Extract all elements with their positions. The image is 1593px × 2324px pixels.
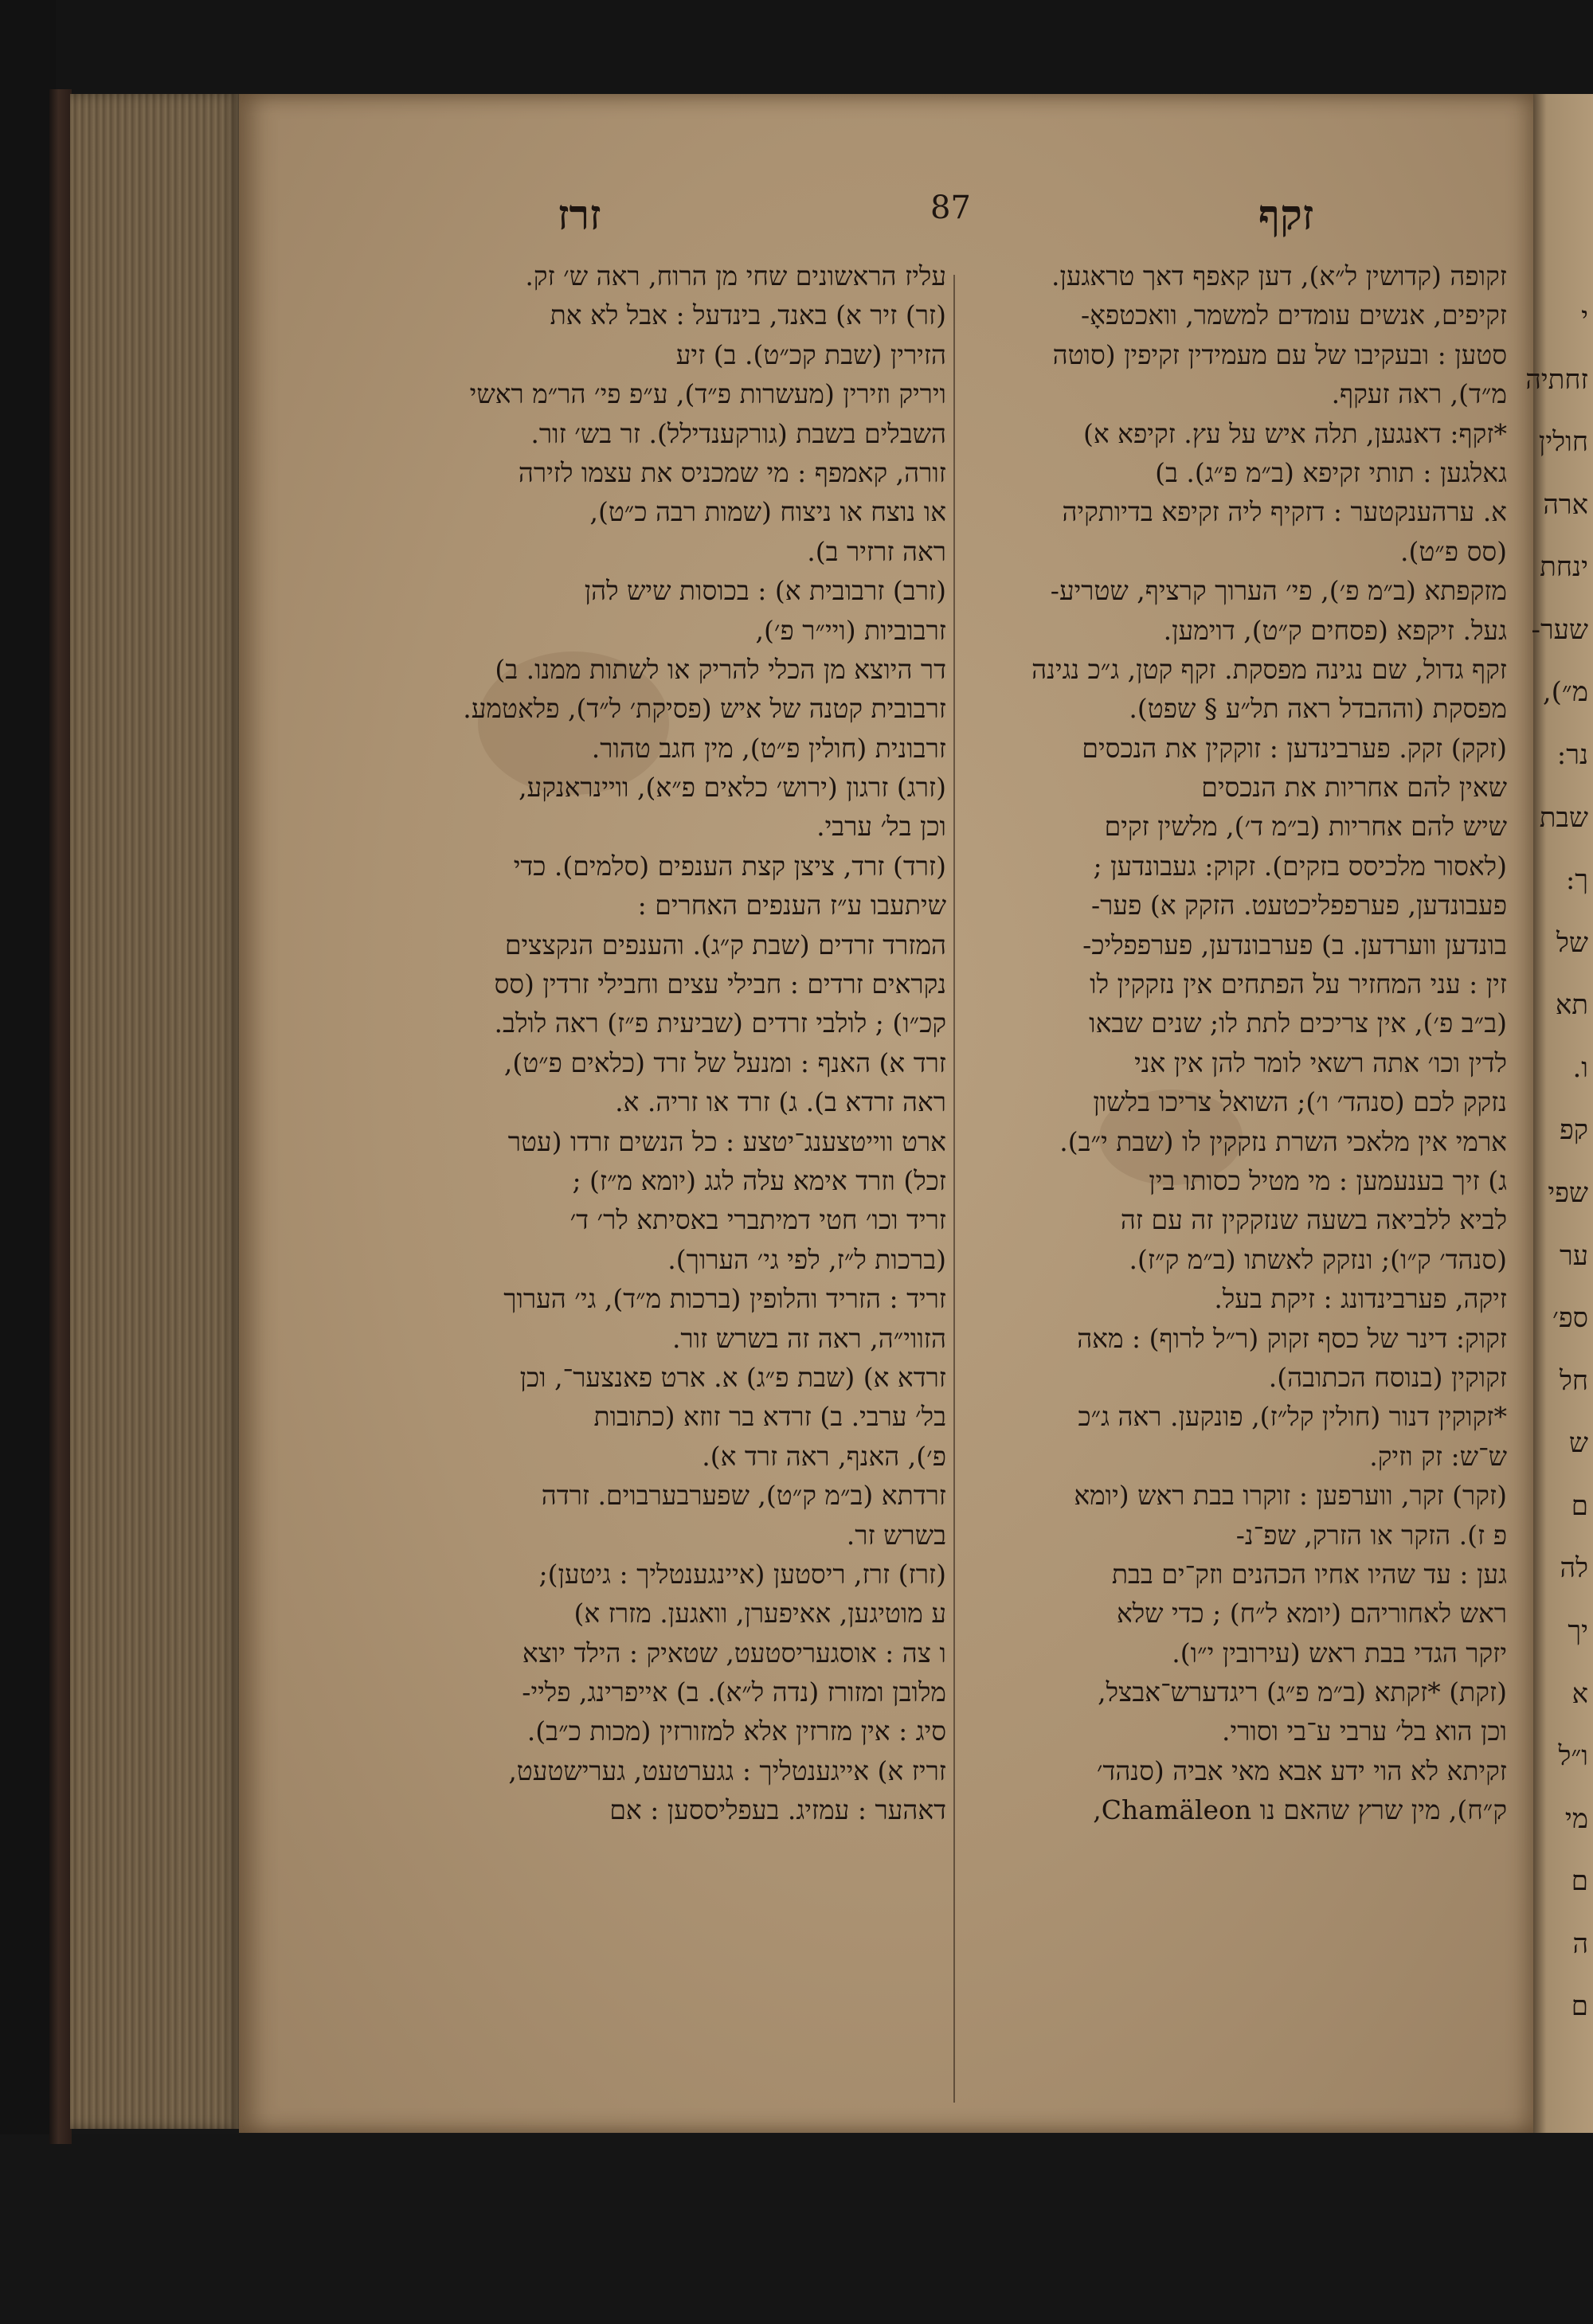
text-line: סיג : אין מזרזין אלא למזורזין (מכות כ״ב). [526, 1716, 946, 1747]
text-line: ויריק וזירין (מעשרות פ״ד), ע״פ פי׳ הר״מ ראשי [469, 378, 946, 410]
text-line: שיתעבו ע״ז הענפים האחרים : [637, 890, 946, 921]
text-line: מ״ד), ראה זעקף. [1331, 378, 1507, 410]
next-page-fragment: ינחת [1540, 551, 1588, 584]
text-line: זרבובית קטנה של איש (פסיקת׳ ל״ד), פלאטמע. [463, 693, 946, 725]
text-line: (ברכות ל״ז, לפי גי׳ הערוך). [667, 1243, 946, 1275]
left-column [397, 256, 946, 1830]
text-line: ארט ווייטצענג־יטצע : כל הנשים זרדו (עטר [507, 1125, 946, 1157]
next-page-fragment: ם [1571, 1489, 1588, 1522]
background-left [0, 0, 56, 2324]
text-line: ע מוטיגען, אאיפערן, וואגען. מזרז א) [573, 1598, 946, 1630]
text-line: זרדא א) (שבת פ״ג) א. ארט פאנצער־, וכן [519, 1361, 946, 1393]
next-page-fragment: שפי [1548, 1177, 1588, 1209]
text-line: ארמי אין מלאכי השרת נזקקין לו (שבת י״ב). [1059, 1125, 1507, 1157]
text-line: (ב״ב פ׳), אין צריכים לתת לו; שנים שבאו [1089, 1007, 1507, 1039]
text-line: או נוצח או ניצוח (שמות רבה כ״ט), [589, 496, 946, 528]
text-line: זרבוביות (ויי״ר פ׳), [755, 614, 946, 646]
text-line: המזרד זרדים (שבת ק״ג). והענפים הנקצצים [504, 929, 946, 961]
text-line: השבלים בשבת (גורקענדילל). זר בש׳ זור. [530, 417, 946, 449]
running-head-left: זרז [558, 191, 601, 240]
text-line: גען : עד שהיו אחיו הכהנים וזק־ים בבת [1111, 1558, 1507, 1590]
text-line: (סנהד׳ ק״ו); ונזקק לאשתו (ב״מ ק״ז). [1129, 1243, 1507, 1275]
text-line: זקיתא לא הוי ידע אבא מאי אביה (סנהד׳ [1096, 1755, 1507, 1786]
next-page-fragment: ארה [1543, 488, 1588, 521]
next-page-fragment: חולין [1538, 426, 1588, 459]
text-line: מזקפתא (ב״מ פ׳), פי׳ הערוך קרציף, שטריע- [1050, 575, 1507, 607]
text-line: (זקק) זקק. פערבינדען : זוקקין את הנכסים [1082, 732, 1507, 764]
text-line: בל׳ ערבי. ב) זרדא בר זוזא (כתובות [593, 1401, 946, 1433]
text-line: (זרב) זרבובית א) : בכוסות שיש להן [584, 575, 946, 607]
next-page-fragment: ם [1571, 1990, 1588, 2023]
column-divider [953, 275, 955, 2103]
text-line: ראש לאחוריהם (יומא ל״ח) ; כדי שלא [1116, 1598, 1507, 1630]
text-line: ש־ש: זק וזיק. [1369, 1440, 1507, 1472]
text-line: קכ״ו) ; לולבי זרדים (שביעית פ״ז) ראה לולב. [494, 1007, 946, 1039]
text-line: נזקק לכם (סנהד׳ ו׳); השואל צריכו בלשון [1093, 1086, 1507, 1118]
text-line: עליז הראשונים שחי מן הרוח, ראה ש׳ זק. [525, 260, 946, 291]
text-line: (זרד) זרד, ציצן קצת הענפים (סלמים). כדי [513, 850, 946, 882]
next-page-fragment: של [1556, 926, 1588, 959]
next-page-fragment: ך: [1565, 864, 1588, 897]
text-line: פעבונדען, פערפפליכטעט. הזקק א) פער- [1091, 890, 1507, 921]
text-line: (לאסור מלכיסס בזקים). זקוק: געבונדען ; [1093, 850, 1507, 882]
text-line: דאהער : עמזיג. בעפליססען : אם [609, 1794, 946, 1826]
next-page-fragment: ו״ל [1558, 1740, 1588, 1773]
text-line: דר היוצא מן הכלי להריק או לשתות ממנו. ב) [495, 653, 946, 685]
text-line: זקף גדול, שם נגינה מפסקת. זקף קטן, ג״כ נגינה [1031, 653, 1507, 685]
text-line: זיקה, פערבינדונג : זיקת בעל. [1214, 1283, 1507, 1315]
next-page-fragment: יך [1568, 1615, 1588, 1647]
text-line: *זקוקין דנור (חולין קל״ז), פונקען. ראה ג״כ [1078, 1401, 1507, 1433]
background-bottom [0, 2134, 1593, 2324]
next-page-fragment: נר: [1556, 739, 1588, 771]
text-line: נקראים זרדים : חבילי עצים וחבילי זרדין (סס [494, 968, 946, 1000]
text-line: ק״ח), מין שרץ שהאם נו Chamäleon, [1093, 1794, 1507, 1826]
text-line: זריד : הזריד והלופין (ברכות מ״ד), גי׳ הערוך [503, 1283, 946, 1315]
text-line: ראה זרדא ב). ג) זרד או זריה. א. [615, 1086, 946, 1118]
running-head-right: זקף [1258, 191, 1314, 240]
text-line: שאין להם אחריות את הנכסים [1201, 772, 1507, 804]
book-cover-edge [49, 89, 72, 2144]
text-line: ראה זרזיר ב). [807, 535, 946, 567]
next-page-fragment: י [1581, 301, 1588, 333]
text-line: וכן הוא בל׳ ערבי ע־בי וסורי. [1222, 1716, 1507, 1747]
next-page-fragment: שבת [1539, 801, 1588, 834]
text-line: לביא ללביאה בשעה שנזקקין זה עם זה [1120, 1204, 1507, 1236]
page-number: 87 [930, 190, 971, 226]
text-line: (זקר) זקר, ווערפען : זוקרו בבת ראש (יומא [1074, 1480, 1507, 1512]
text-line: זורה, קאמפף : מי שמכניס את עצמו לזירה [518, 456, 946, 488]
text-line: פ ז). הזקר או הזרק, שפ־נ- [1235, 1519, 1507, 1551]
next-page-fragment: ער [1560, 1239, 1588, 1272]
text-line: זרד א) האנף : ומנעל של זרד (כלאים פ״ט), [503, 1047, 946, 1078]
next-page-fragment: ספ׳ [1552, 1302, 1588, 1335]
text-line: פ׳), האנף, ראה זרד א). [702, 1440, 946, 1472]
text-line: שיש להם אחריות (ב״מ ד׳), מלשין זקים [1104, 811, 1507, 843]
text-line: (זרז) זרז, ריסטען (איינגענטליך : גיטען); [538, 1558, 946, 1590]
text-line: זכל) וזרד אימא עלה לגג (יומא מ״ז) ; [572, 1164, 946, 1196]
text-line: געל. זיקפא (פסחים ק״ט), דוימען. [1163, 614, 1507, 646]
next-page-fragment: לה [1560, 1552, 1588, 1585]
text-line: זריז א) אייגענטליך : גגערטעט, גערישטעט, [508, 1755, 946, 1786]
next-page-fragment: תא [1555, 989, 1588, 1022]
text-line: ו צה : אוסגעריסטעט, שטאיק : הילד יוצא [522, 1637, 946, 1669]
page-edges [70, 94, 241, 2129]
text-line: יזקר הגדי בבת ראש (עירובין י״ו). [1172, 1637, 1507, 1669]
text-line: זקופה (קדושין ל״א), דען קאפף דאך טראגען. [1051, 260, 1507, 291]
text-line: סטען : ובעקיבו של עם מעמידין זקיפין (סוטה [1052, 338, 1507, 370]
next-page-fragment: א [1571, 1677, 1588, 1710]
text-line: וכן בל׳ ערבי. [816, 811, 946, 843]
next-page-fragment: קפ [1559, 1114, 1588, 1147]
text-line: (זקת) *זקתא (ב״מ פ״ג) ריגדערש־אבצל, [1098, 1676, 1507, 1708]
text-line: א. ערהענקטער : דזקיף ליה זקיפא בדיותקיה [1062, 496, 1507, 528]
text-line: זקוק: דינר של כסף זקוק (ר״ל לרוף) : מאה [1077, 1322, 1507, 1354]
next-page-fragment: זחתיה [1525, 363, 1588, 396]
text-line: *זקף: דאנגען, תלה איש על עץ. זקיפא א) [1083, 417, 1507, 449]
text-line: לדין וכו׳ אתה רשאי לומר להן אין אני [1134, 1047, 1507, 1078]
text-line: ג) זיך בענעמען : מי מטיל כסותו בין [1149, 1164, 1507, 1196]
text-line: הזירין (שבת קכ״ט). ב) זיע [675, 338, 946, 370]
next-page-edge [1525, 94, 1593, 2133]
text-line: זקיפים, אנשים עומדים למשמר, וואכטפאָ- [1080, 299, 1507, 331]
text-line: מלובן ומזורז (נדה ל״א). ב) אייפרינג, פליי- [522, 1676, 946, 1708]
next-page-fragment: מ״), [1542, 676, 1588, 709]
text-line: (זרג) זרגון (ירוש׳ כלאים פ״א), וויינראנקע, [519, 772, 946, 804]
text-line: גאלגען : תותי זקיפא (ב״מ פ״ג). ב) [1155, 456, 1507, 488]
background-top [0, 0, 1593, 94]
next-page-fragment: שער- [1531, 613, 1588, 646]
text-line: בונדען ווערדען. ב) פערבונדען, פערפפליכ- [1082, 929, 1507, 961]
next-page-fragment: ם [1571, 1865, 1588, 1898]
text-line: זריד וכו׳ חטי דמיתברי באסיתא לר׳ ד׳ [569, 1204, 946, 1236]
next-page-fragment: ש [1568, 1427, 1588, 1460]
right-column [965, 256, 1507, 1830]
next-page-fragment: ה [1572, 1927, 1588, 1960]
text-line: זרבונית (חולין פ״ט), מין חגב טהור. [591, 732, 946, 764]
next-page-fragment: ו. [1572, 1051, 1588, 1084]
text-line: זין : עני המחזיר על הפתחים אין נזקקין לו [1090, 968, 1507, 1000]
next-page-fragment: מי [1564, 1802, 1588, 1835]
text-line: זקוקין (בנוסח הכתובה). [1268, 1361, 1507, 1393]
text-line: מפסקת (וההבדל ראה תל״ע § שפט). [1129, 693, 1507, 725]
text-line: בשרש זר. [846, 1519, 946, 1551]
text-line: זרדתא (ב״מ ק״ט), שפערבערבוים. זרדה [541, 1480, 946, 1512]
next-page-fragment: חל [1559, 1364, 1588, 1397]
text-line: (סס פ״ט). [1399, 535, 1507, 567]
text-line: הזווי״ה, ראה זה בשרש זור. [671, 1322, 946, 1354]
text-line: (זר) זיר א) באנד, בינדעל : אבל לא את [550, 299, 946, 331]
